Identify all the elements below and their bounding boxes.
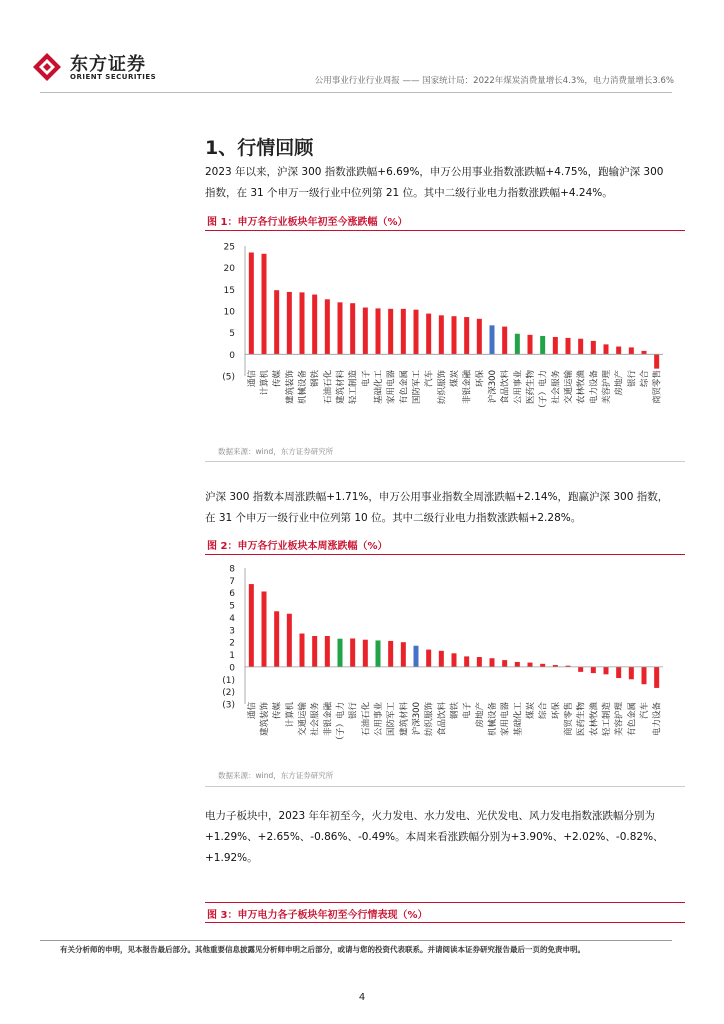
logo-icon [32, 52, 62, 82]
bar [376, 640, 381, 666]
bar [528, 663, 533, 667]
bar [249, 584, 254, 667]
x-tick-label: 汽车 [424, 370, 435, 388]
bar [338, 639, 343, 667]
x-tick-label: 家用电器 [386, 370, 397, 405]
x-tick-label: 纺织服饰 [424, 702, 435, 737]
bar [325, 636, 330, 667]
bar [477, 657, 482, 667]
bar [654, 354, 659, 368]
y-tick-label: 7 [229, 576, 235, 587]
bar [477, 319, 482, 355]
x-tick-label: 交通运输 [298, 702, 308, 737]
bar [312, 295, 317, 355]
x-tick-label: 社会服务 [551, 370, 562, 405]
bar [426, 650, 431, 667]
bar [439, 315, 444, 354]
bar [591, 341, 596, 354]
y-tick-label: 6 [229, 589, 235, 600]
bar [401, 642, 406, 667]
bar [338, 302, 343, 354]
bar [274, 611, 279, 667]
bar [464, 656, 469, 667]
x-tick-label: 社会服务 [310, 702, 321, 737]
y-tick-label: 10 [223, 307, 235, 318]
bar [350, 638, 355, 666]
figure-2-rule [205, 554, 685, 555]
bar [414, 646, 419, 667]
x-tick-label: 美容护理 [602, 370, 612, 405]
x-tick-label: 石油石化 [361, 702, 372, 737]
bar [388, 641, 393, 667]
figure-3-rule [205, 922, 685, 923]
paragraph-weekly: 沪深 300 指数本周涨跌幅+1.71%，申万公用事业指数全周涨跌幅+2.14%，跑赢沪深 300 指数，在 31 个申万一级行业中位列第 10 位。其中二级行业电力指数涨跌幅+2.28%。 [205, 491, 669, 524]
y-tick-label: 15 [223, 285, 235, 296]
bar [540, 336, 545, 354]
x-tick-label: 农林牧渔 [589, 702, 600, 737]
x-tick-label: 非银金融 [323, 702, 334, 737]
x-tick-label: 建筑装饰 [285, 370, 296, 405]
x-tick-label: 计算机 [285, 702, 296, 728]
bar [591, 667, 596, 673]
bar [629, 667, 634, 679]
x-tick-label: 轻工制造 [602, 702, 612, 737]
y-tick-label: (2) [222, 688, 235, 699]
bar [490, 658, 495, 667]
x-tick-label: 医药生物 [576, 702, 587, 737]
bar [654, 667, 659, 688]
bar [490, 325, 495, 354]
bar [325, 299, 330, 354]
x-tick-label: 食品饮料 [500, 370, 511, 405]
bar [350, 303, 355, 354]
chart-weekly-returns [205, 558, 685, 758]
x-tick-label: 综合 [538, 702, 549, 720]
bar [274, 290, 279, 354]
bar [553, 337, 558, 354]
bar [388, 309, 393, 355]
bar [616, 667, 621, 678]
bar [578, 667, 583, 672]
x-tick-label: 钢铁 [450, 702, 460, 720]
y-tick-label: 4 [229, 613, 235, 624]
bar [376, 308, 381, 354]
x-tick-label: 美容护理 [614, 702, 625, 737]
x-tick-label: 机械设备 [488, 702, 498, 737]
x-tick-label: 家用电器 [500, 702, 511, 737]
x-tick-label: 钢铁 [310, 370, 321, 388]
x-tick-label: 传媒 [272, 370, 283, 388]
footer-divider [40, 940, 672, 941]
bar [604, 344, 609, 354]
x-tick-label: 银行 [348, 702, 359, 720]
chart-ytd-returns [205, 234, 685, 434]
x-tick-label: 轻工制造 [348, 370, 359, 405]
x-tick-label: 综合 [640, 370, 650, 388]
footer-disclaimer: 有关分析师的申明，见本报告最后部分。其他重要信息披露见分析师申明之后部分，或请与您的投资代表联系。并请阅读本证券研究报告最后一页的免责申明。 [60, 945, 585, 954]
y-tick-label: 5 [229, 601, 235, 612]
bar [287, 292, 292, 354]
x-tick-label: 煤炭 [450, 370, 460, 388]
x-tick-label: 公用事业 [513, 370, 524, 405]
bar [452, 316, 457, 354]
bar [616, 347, 621, 355]
figure-2-title: 图 2：申万各行业板块本周涨跌幅（%） [207, 541, 388, 552]
x-tick-label: 银行 [627, 370, 638, 388]
bar [604, 667, 609, 674]
y-tick-label: 0 [229, 663, 235, 674]
x-tick-label: 商贸零售 [652, 370, 663, 405]
y-tick-label: 2 [229, 638, 235, 649]
paragraph-ytd: 2023 年以来，沪深 300 指数涨跌幅+6.69%，申万公用事业指数涨跌幅+4.75%，跑输沪深 300 指数，在 31 个申万一级行业中位列第 21 位。其中二级行业电力指数涨跌幅+4.24%。 [205, 166, 664, 199]
bar [642, 667, 647, 684]
y-tick-label: 0 [229, 350, 235, 361]
x-tick-label: 房地产 [475, 702, 486, 728]
x-tick-label: 有色金属 [627, 702, 638, 737]
bar [249, 253, 254, 355]
x-tick-label: 石油石化 [323, 370, 334, 405]
x-tick-label: 沪深300 [488, 370, 498, 404]
bar [426, 314, 431, 355]
bar [312, 636, 317, 667]
x-tick-label: 基础化工 [513, 702, 524, 737]
x-tick-label: 沪深300 [412, 702, 422, 736]
x-tick-label: 电力设备 [652, 702, 663, 737]
section-title: 1、行情回顾 [205, 137, 314, 159]
bar [363, 640, 368, 667]
brand-name: 东方证券 [70, 54, 146, 75]
y-tick-label: 1 [229, 651, 235, 662]
figure-2-bottom-rule [205, 786, 685, 787]
y-tick-label: (1) [222, 675, 235, 686]
y-tick-label: (5) [222, 372, 235, 383]
x-tick-label: （子）电力 [538, 370, 549, 413]
figure-1-bottom-rule [205, 461, 685, 462]
x-tick-label: 建筑材料 [336, 370, 346, 405]
x-tick-label: 建筑装饰 [260, 702, 270, 737]
bar [401, 309, 406, 355]
bar [262, 254, 267, 355]
paragraph-power-subsectors: 电力子板块中，2023 年年初至今，火力发电、水力发电、光伏发电、风力发电指数涨跌幅分别为+1.29%、+2.65%、-0.86%、-0.49%。本周来看涨跌幅分别为+3.90%、+2.02%、-0.82%、+1.92%。 [205, 810, 664, 864]
x-tick-label: 电力设备 [589, 370, 600, 405]
x-tick-label: 机械设备 [298, 370, 308, 405]
x-tick-label: 国防军工 [386, 702, 397, 737]
bar [464, 317, 469, 354]
figure-3-title: 图 3：申万电力各子板块年初至今行情表现（%） [207, 910, 428, 921]
bar [528, 335, 533, 355]
header-divider [40, 92, 672, 93]
bar [363, 308, 368, 355]
x-tick-label: 公用事业 [374, 702, 384, 737]
bar [502, 327, 507, 355]
x-tick-label: 电子 [361, 370, 372, 388]
figure-2-source: 数据来源：wind，东方证券研究所 [218, 771, 334, 780]
y-tick-label: (3) [222, 700, 235, 711]
x-tick-label: 有色金属 [399, 370, 410, 405]
figure-1-title: 图 1：申万各行业板块年初至今涨跌幅（%） [207, 217, 408, 228]
bar [578, 339, 583, 355]
x-tick-label: 传媒 [272, 702, 283, 720]
page-number: 4 [358, 992, 366, 1003]
bar [642, 351, 647, 354]
x-tick-label: 电子 [462, 702, 473, 720]
x-tick-label: 交通运输 [564, 370, 574, 405]
figure-3-top-rule [205, 902, 685, 903]
y-tick-label: 20 [223, 264, 235, 275]
report-header: 公用事业行业行业周报 —— 国家统计局：2022年煤炭消费量增长4.3%，电力消费量增长3.6% [314, 76, 674, 86]
x-tick-label: 通信 [247, 370, 258, 388]
figure-1-rule [205, 230, 685, 231]
x-tick-label: 基础化工 [374, 370, 384, 405]
x-tick-label: 房地产 [614, 370, 625, 396]
x-tick-label: 煤炭 [526, 702, 536, 720]
x-tick-label: 纺织服饰 [437, 370, 448, 405]
bar [262, 591, 267, 666]
brand-name-en: ORIENT SECURITIES [70, 73, 157, 81]
y-tick-label: 8 [229, 564, 235, 575]
x-tick-label: 计算机 [260, 370, 270, 396]
bar [300, 634, 305, 667]
bar [566, 338, 571, 354]
x-tick-label: 农林牧渔 [576, 370, 587, 405]
bar [287, 614, 292, 667]
bar [452, 653, 457, 667]
bar [414, 310, 419, 355]
bar [515, 334, 520, 355]
x-tick-label: 医药生物 [526, 370, 536, 405]
bar [629, 347, 634, 354]
bar [515, 662, 520, 667]
bar [540, 664, 545, 667]
bar [300, 292, 305, 354]
y-tick-label: 5 [229, 329, 235, 340]
bar [502, 660, 507, 667]
y-tick-label: 3 [229, 626, 235, 637]
y-tick-label: 25 [223, 242, 235, 253]
x-tick-label: 建筑材料 [399, 702, 410, 737]
x-tick-label: 通信 [247, 702, 258, 720]
figure-1-source: 数据来源：wind，东方证券研究所 [218, 447, 334, 456]
x-tick-label: 环保 [551, 702, 562, 720]
bar [439, 651, 444, 667]
x-tick-label: 商贸零售 [564, 702, 574, 737]
x-tick-label: 非银金融 [462, 370, 473, 405]
x-tick-label: 汽车 [640, 702, 650, 720]
x-tick-label: 环保 [475, 370, 486, 388]
x-tick-label: 食品饮料 [437, 702, 448, 737]
x-tick-label: （子）电力 [336, 702, 346, 745]
x-tick-label: 国防军工 [412, 370, 422, 405]
